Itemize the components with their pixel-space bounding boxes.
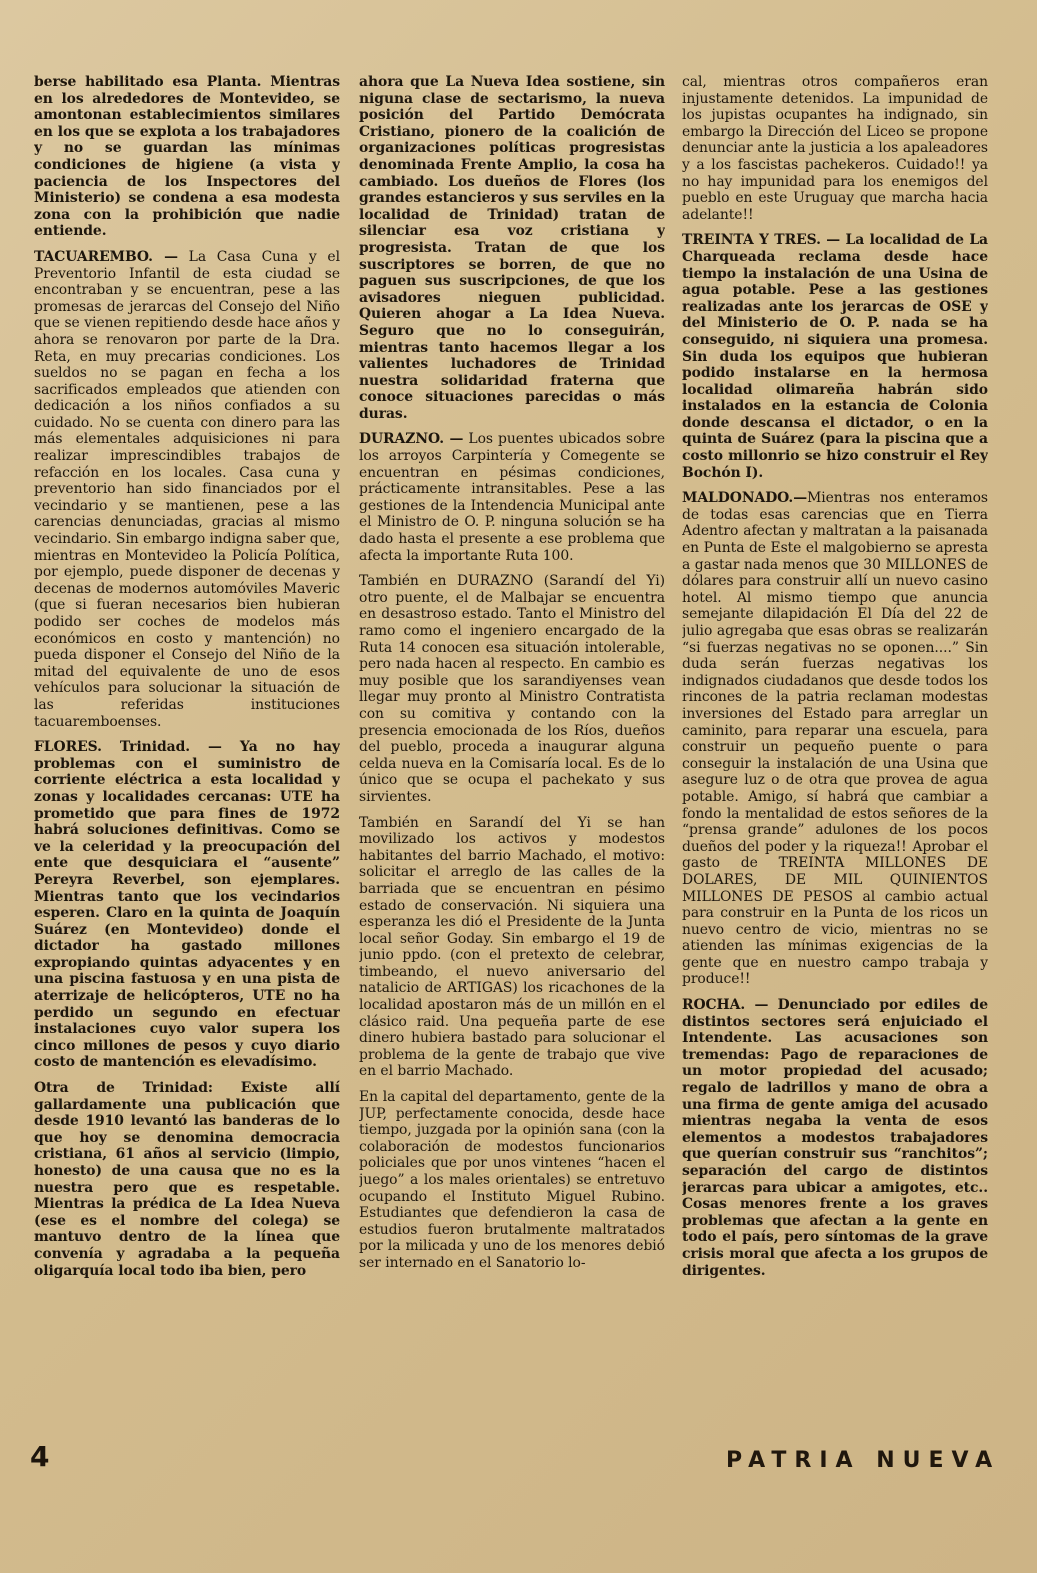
section-heading-durazno: DURAZNO. — [359,431,464,448]
article-trinidad-idea-nueva: Otra de Trinidad: Existe allí gallardamente una publicación que desde 1910 levantó las banderas de lo que hoy se denomina democracia cristiana, 61 años al servicio (limpio, honesto) de una causa que no es la nuestra pero que es respetable. Mientras la prédica de La Idea Nueva (ese es el nombre del colega) se mantuvo dentro de la línea que convenía y agradaba a la pequeña oligarquía local todo iba bien, pero [34,1080,340,1279]
article-flores-trinidad: FLORES. Trinidad. — Ya no hay problemas con el suministro de corriente eléctrica a esta localidad y zonas y localidades cercanas: UTE ha prometido que para fines de 1972 habrá soluciones definitivas. Como se ve la celeridad y la preocupación del ente que desquiciara el “ausente” Pereyra Reverbel, son ejemplares. Mientras tanto que los vecindarios esperen. Claro en la quinta de Joaquín Suárez (en Montevideo) donde el dictador ha gastado millones expropiando quintas adyacentes y en una piscina fastuosa y en una pista de aterrizaje de helicópteros, UTE no ha perdido un segundo en efectuar instalaciones cuyo valor supera los cinco millones de pesos y cuyo diario costo de mantención es elevadísimo. [34,739,340,1071]
article-durazno [359,431,665,564]
article-montevideo-plant-end: berse habilitado esa Planta. Mientras en los alrededores de Montevideo, se amontonan establecimientos similares en los que se explota a los trabajadores y no se guardan las mínimas condiciones de higiene (a vista y paciencia de los Inspectores del Ministerio) se condena a esa modesta zona con la prohibición que nadie entiende. [34,74,340,240]
masthead: PATRIA NUEVA [726,1448,1001,1473]
section-heading-tacuarembo: TACUAREMBO. — [34,248,178,265]
article-durazno-sarandi: También en DURAZNO (Sarandí del Yi) otro puente, el de Malbajar se encuentra en desastroso estado. Tanto el Ministro del ramo como el ingeniero encargado de la Ruta 14 conocen esa situación intolerable, pero nada hacen al respecto. En cambio es muy posible que los sarandiyenses vean llegar muy pronto al Ministro Contratista con su comitiva y contando con la presencia emocionada de los Ríos, dueños del pueblo, proceda a inaugurar alguna celda nueva en la Comisaría local. Es de lo único que se ocupa el pachekato y sus sirvientes. [359,573,665,805]
article-maldonado [682,490,988,988]
page-number: 4 [30,1440,50,1473]
article-maldonado-body: Mientras nos enteramos de todas esas carencias que en Tierra Adentro afectan y maltratan a la paisanada en Punta de Este el malgobierno se apresta a gastar nada menos que 30 MILLONES de dólares para construir allí un nuevo casino hotel. Al mismo tiempo que anuncia semejante dilapidación El Día del 22 de julio agregaba que esas obras se realizarán “si fuerzas negativas no se oponen....” Sin duda serán fuerzas negativas los indignados ciudadanos que desde todos los rincones de la patria reclaman modestas inversiones del Estado para arreglar un caminito, para reparar una escuela, para construir un pequeño puente o para conseguir la instalación de una Usina que asegure luz o de otra que provea de agua potable. Amigo, sí habrá que cambiar a fondo la mentalidad de estos señores de la “prensa grande” adulones de los pocos dueños del poder y la riqueza!! Aprobar el gasto de TREINTA MILLONES DE DOLARES, DE MIL QUINIENTOS MILLONES DE PESOS al cambio actual para construir en la Punta de los ricos un nuevo centro de vicio, mientras no se atienden las mínimas exigencias de la gente que en nuestro campo trabaja y produce!! [682,490,988,988]
article-tacuarembo-body: La Casa Cuna y el Preventorio Infantil de esta ciudad se encontraban y se encuentran, pese a las promesas de jerarcas del Consejo del Niño que se vienen repitiendo desde hace años y ahora se renovaron por parte de la Dra. Reta, en muy precarias condiciones. Los sueldos no se pagan en fecha a los sacrificados empleados que atienden con dedicación a los niños confiados a su cuidado. No se cuenta con dinero para las más elementales adquisiciones ni para realizar imprescindibles trabajos de refacción en los locales. Casa cuna y preventorio han sido financiados por el vecindario y se mantienen, pese a las carencias denunciadas, gracias al mismo vecindario. Sin embargo indigna saber que, mientras en Montevideo la Policía Política, por ejemplo, puede disponer de decenas y decenas de modernos automóviles Maveric (que si fueran necesarios bien hubieran podido ser coches de modelos más económicos en costo y mantención) no pueda disponer el Consejo del Niño de la mitad del equivalente de uno de esos vehículos para solucionar la situación de las referidas instituciones tacuaremboenses. [34,248,340,730]
article-durazno-body: Los puentes ubicados sobre los arroyos Carpintería y Comegente se encuentran en pésimas condiciones, prácticamente intransitables. Pese a las gestiones de la Intendencia Municipal ante el Ministro de O. P. ninguna solución se ha dado hasta el presente a ese problema que afecta la importante Ruta 100. [359,431,665,564]
article-treinta-y-tres: TREINTA Y TRES. — La localidad de La Charqueada reclama desde hace tiempo la instalación de una Usina de agua potable. Pese a las gestiones realizadas ante los jerarcas de OSE y del Ministerio de O. P. nada se ha conseguido, ni siquiera una promesa. Sin duda los equipos que hubieran podido instalarse en la hermosa localidad olimareña habrán sido instalados en la estancia de Colonia donde descansa el dictador, o en la quinta de Suárez (para la piscina que a costo millonrio se hizo construir el Rey Bochón I). [682,232,988,481]
article-sarandi-machado: También en Sarandí del Yi se han movilizado los activos y modestos habitantes del barrio Machado, el motivo: solicitar el arreglo de las calles de la barriada que se encuentran en pésimo estado de conservación. Ni siquiera una esperanza les dió el Presidente de la Junta local señor Goday. Sin embargo el 19 de junio ppdo. (con el pretexto de celebrar, timbeando, el nuevo aniversario del natalicio de ARTIGAS) los ricachones de la localidad apostaron más de un millón en el clásico raid. Una pequeña parte de ese dinero hubiera bastado para solucionar el problema de la gente de trabajo que vive en el barrio Machado. [359,814,665,1080]
article-jup-rubino: En la capital del departamento, gente de la JUP, perfectamente conocida, desde hace tiempo, juzgada por la opinión sana (con la colaboración de modestos funcionarios policiales que por unos vintenes “hacen el juego” a los males orientales) se entretuvo ocupando el Instituto Miguel Rubino. Estudiantes que defendieron la casa de estudios fueron brutalmente maltratados por la milicada y uno de los menores debió ser internado en el Sanatorio lo- [359,1089,665,1271]
article-rocha: ROCHA. — Denunciado por ediles de distintos sectores será enjuiciado el Intendente. Las acusaciones son tremendas: Pago de reparaciones de un motor propiedad del acusado; regalo de ladrillos y mano de obra a una firma de gente amiga del acusado mientras negaba la venta de esos elementos a modestos trabajadores que querían construir sus “ranchitos”; separación del cargo de distintos jerarcas para ubicar a amigotes, etc.. Cosas menores frente a los graves problemas que afectan a la gente en todo el país, pero síntomas de la grave crisis moral que afecta a los grupos de dirigentes. [682,997,988,1279]
article-liceo-continued: cal, mientras otros compañeros eran injustamente detenidos. La impunidad de los jupistas ocupantes ha indignado, sin embargo la Dirección del Liceo se propone denunciar ante la justicia a los apaleadores y a los fascistas pachekeros. Cuidado!! ya no hay impunidad para los enemigos del pueblo en este Uruguay que marcha hacia adelante!! [682,74,988,223]
article-idea-nueva-continued: ahora que La Nueva Idea sostiene, sin niguna clase de sectarismo, la nueva posición del Partido Demócrata Cristiano, pionero de la coalición de organizaciones políticas progresistas denominada Frente Amplio, la cosa ha cambiado. Los dueños de Flores (los grandes estancieros y sus serviles en la localidad de Trinidad) tratan de silenciar esa voz cristiana y progresista. Tratan de que los suscriptores se borren, de que no paguen sus suscripciones, de que los avisadores nieguen publicidad. Quieren ahogar a La Idea Nueva. Seguro que no lo conseguirán, mientras tanto hacemos llegar a los valientes luchadores de Trinidad nuestra solidaridad fraterna que conoce situaciones parecidas o más duras. [359,74,665,422]
section-heading-maldonado: MALDONADO.— [682,490,808,507]
column-1 [34,74,340,1434]
article-tacuarembo [34,249,340,730]
column-3 [682,74,988,1434]
column-2 [359,74,665,1434]
